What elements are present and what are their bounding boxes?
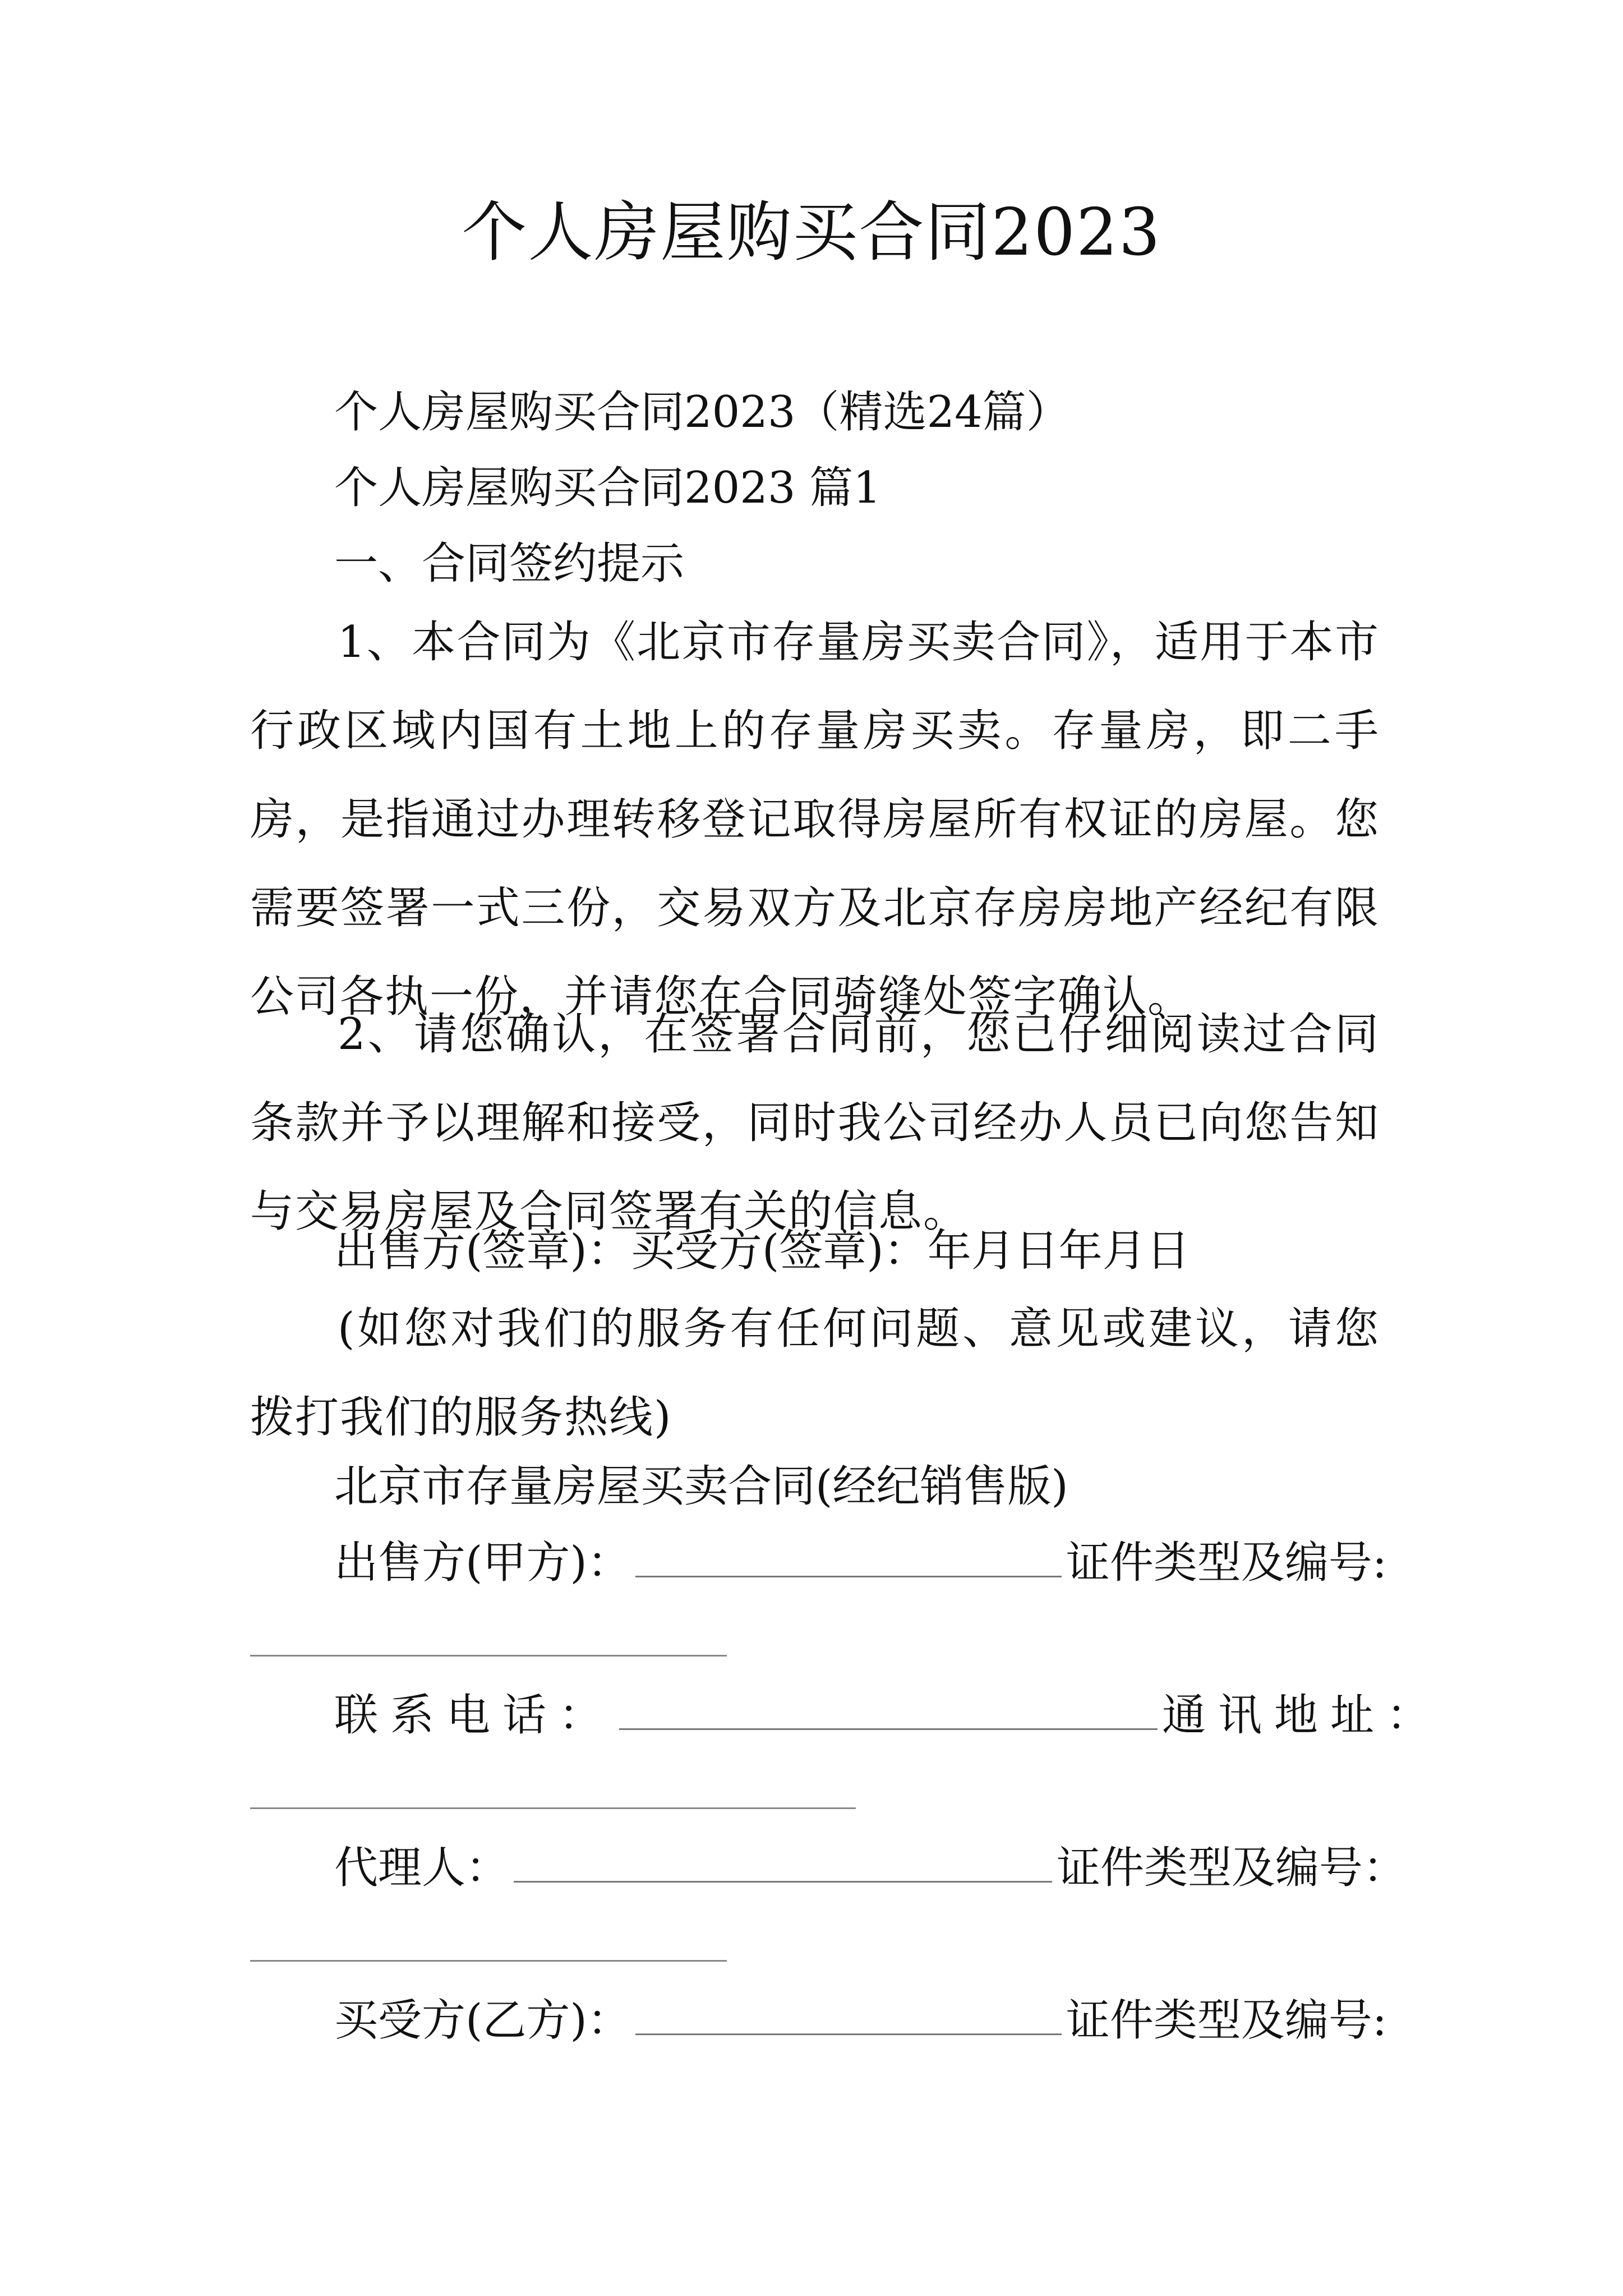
address-blank [250, 1807, 856, 1809]
seller-name-blank [635, 1536, 1062, 1577]
seller-id-blank [250, 1655, 727, 1657]
seller-row [334, 1535, 1387, 1591]
buyer-name-blank [635, 1994, 1062, 2035]
section-heading: 个人房屋购买合同2023 篇1 [334, 463, 881, 513]
agent-id-label: 证件类型及编号： [1057, 1843, 1407, 1893]
buyer-label: 买受方(乙方)： [334, 1995, 631, 2046]
agent-name-blank [514, 1842, 1052, 1883]
contract-name: 北京市存量房屋买卖合同(经纪销售版) [334, 1461, 1068, 1512]
signature-line: 出售方(签章)：买受方(签章)：年月日年月日 [334, 1226, 1190, 1276]
agent-label: 代理人： [334, 1843, 510, 1893]
hotline-note: (如您对我们的服务有任何问题、意见或建议，请您拨打我们的服务热线) [250, 1304, 1380, 1443]
buyer-row [334, 1993, 1387, 2049]
agent-row [334, 1840, 1407, 1896]
paragraph-2: 2、请您确认，在签署合同前，您已仔细阅读过合同条款并予以理解和接受，同时我公司经办人员已向您告知与交易房屋及合同签署有关的信息。 [250, 1009, 1380, 1237]
buyer-id-label: 证件类型及编号: [1066, 1995, 1387, 2046]
phone-label: 联系电话： [334, 1690, 615, 1741]
paragraph-1: 1、本合同为《北京市存量房买卖合同》，适用于本市行政区域内国有土地上的存量房买卖。存量房，即二手房，是指通过办理转移登记取得房屋所有权证的房屋。您需要签署一式三份，交易双方及北京存房房地产经纪有限公司各执一份，并请您在合同骑缝处签字确认。 [250, 617, 1380, 1022]
contact-row [334, 1687, 1442, 1743]
document-subtitle: 个人房屋购买合同2023（精选24篇） [334, 387, 1070, 438]
phone-blank [619, 1689, 1158, 1730]
document-title: 个人房屋购买合同2023 [462, 195, 1161, 270]
agent-id-blank [250, 1960, 727, 1962]
address-label: 通讯地址： [1162, 1690, 1443, 1741]
part-heading: 一、合同签约提示 [334, 539, 685, 589]
seller-id-label: 证件类型及编号: [1066, 1538, 1387, 1588]
seller-label: 出售方(甲方)： [334, 1538, 631, 1588]
